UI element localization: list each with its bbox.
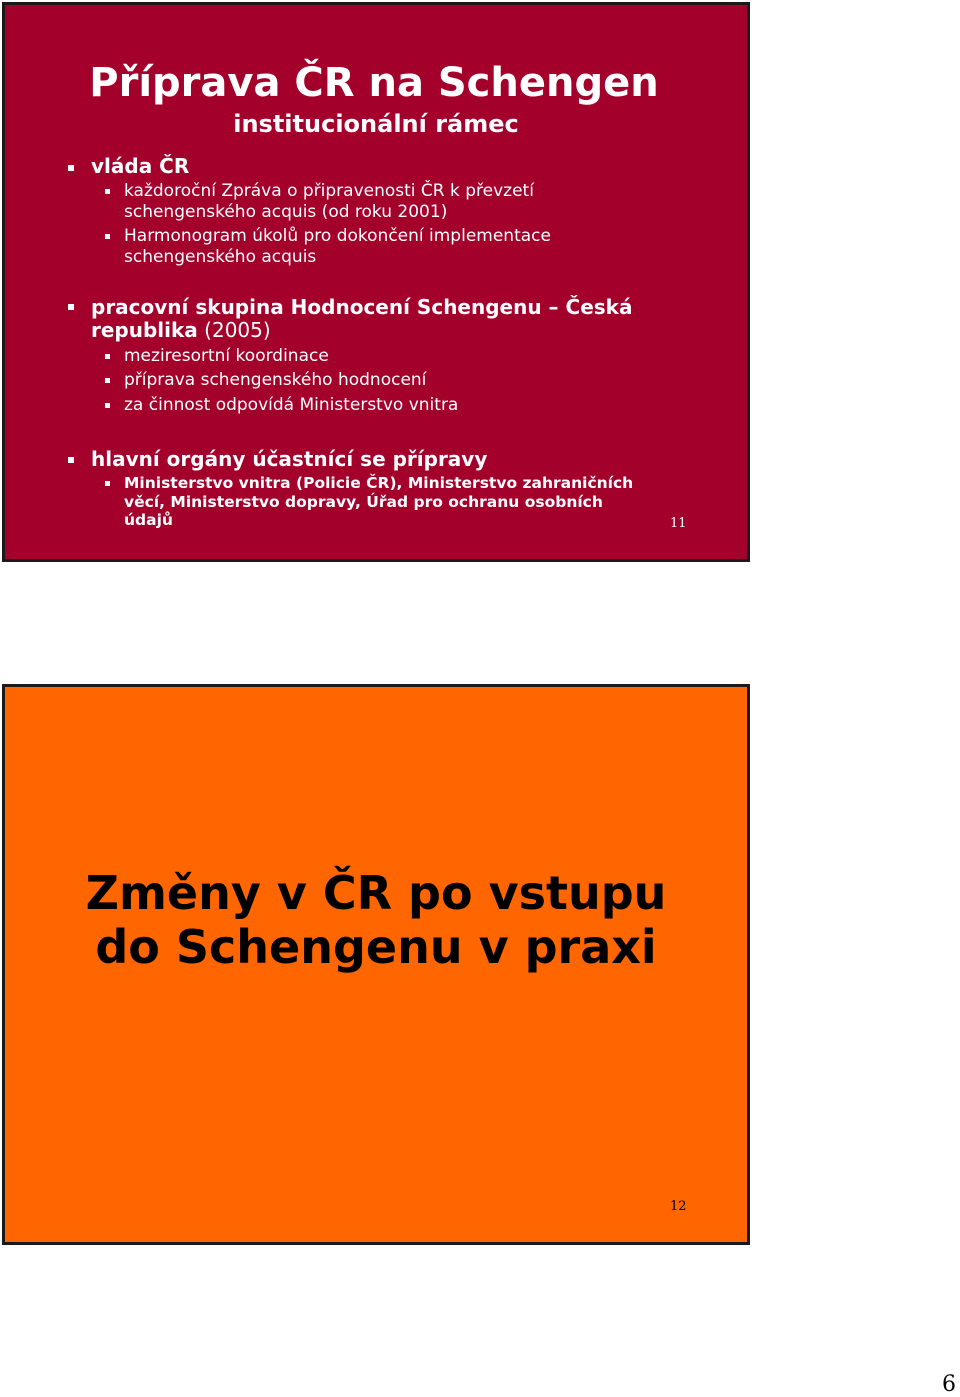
slide-page-number: 11 [670,516,687,531]
title-line: do Schengenu v praxi [95,920,657,974]
list-item: Harmonogram úkolů pro dokončení implementace [124,226,551,246]
list-item-continuation: věcí, Ministerstvo dopravy, Úřad pro ochranu osobních [124,493,603,511]
heading-bold-part: republika [91,318,198,342]
list-item: Ministerstvo vnitra (Policie ČR), Ministerstvo zahraničních [124,474,634,492]
sheet-page-number: 6 [942,1372,956,1397]
bullet-square-icon [68,457,74,463]
slide-title [0,866,752,974]
list-item: každoroční Zpráva o připravenosti ČR k převzetí [124,181,534,201]
list-item: příprava schengenského hodnocení [124,370,427,390]
list-item-continuation: schengenského acquis [124,247,317,267]
section-heading-hlavni-organy: hlavní orgány účastnící se přípravy [91,447,488,471]
list-item: za činnost odpovídá Ministerstvo vnitra [124,395,459,415]
bullet-square-icon [105,354,110,359]
section-heading-pracovni-skupina: pracovní skupina Hodnocení Schengenu – Česká [91,295,633,319]
list-item-continuation: údajů [124,511,173,529]
bullet-square-icon [105,234,110,239]
bullet-square-icon [105,189,110,194]
list-item: meziresortní koordinace [124,346,329,366]
heading-year: (2005) [197,318,271,342]
slide-title: Příprava ČR na Schengen [89,60,659,106]
bullet-square-icon [105,378,110,383]
slide-subtitle: institucionální rámec [233,110,519,138]
bullet-square-icon [105,481,110,486]
section-heading-continuation [91,319,691,342]
slide-page-number: 12 [670,1199,687,1214]
bullet-square-icon [68,304,74,310]
bullet-square-icon [68,165,74,171]
list-item-continuation: schengenského acquis (od roku 2001) [124,202,448,222]
section-heading-vlada: vláda ČR [91,154,190,178]
title-line: Změny v ČR po vstupu [85,866,667,920]
bullet-square-icon [105,403,110,408]
